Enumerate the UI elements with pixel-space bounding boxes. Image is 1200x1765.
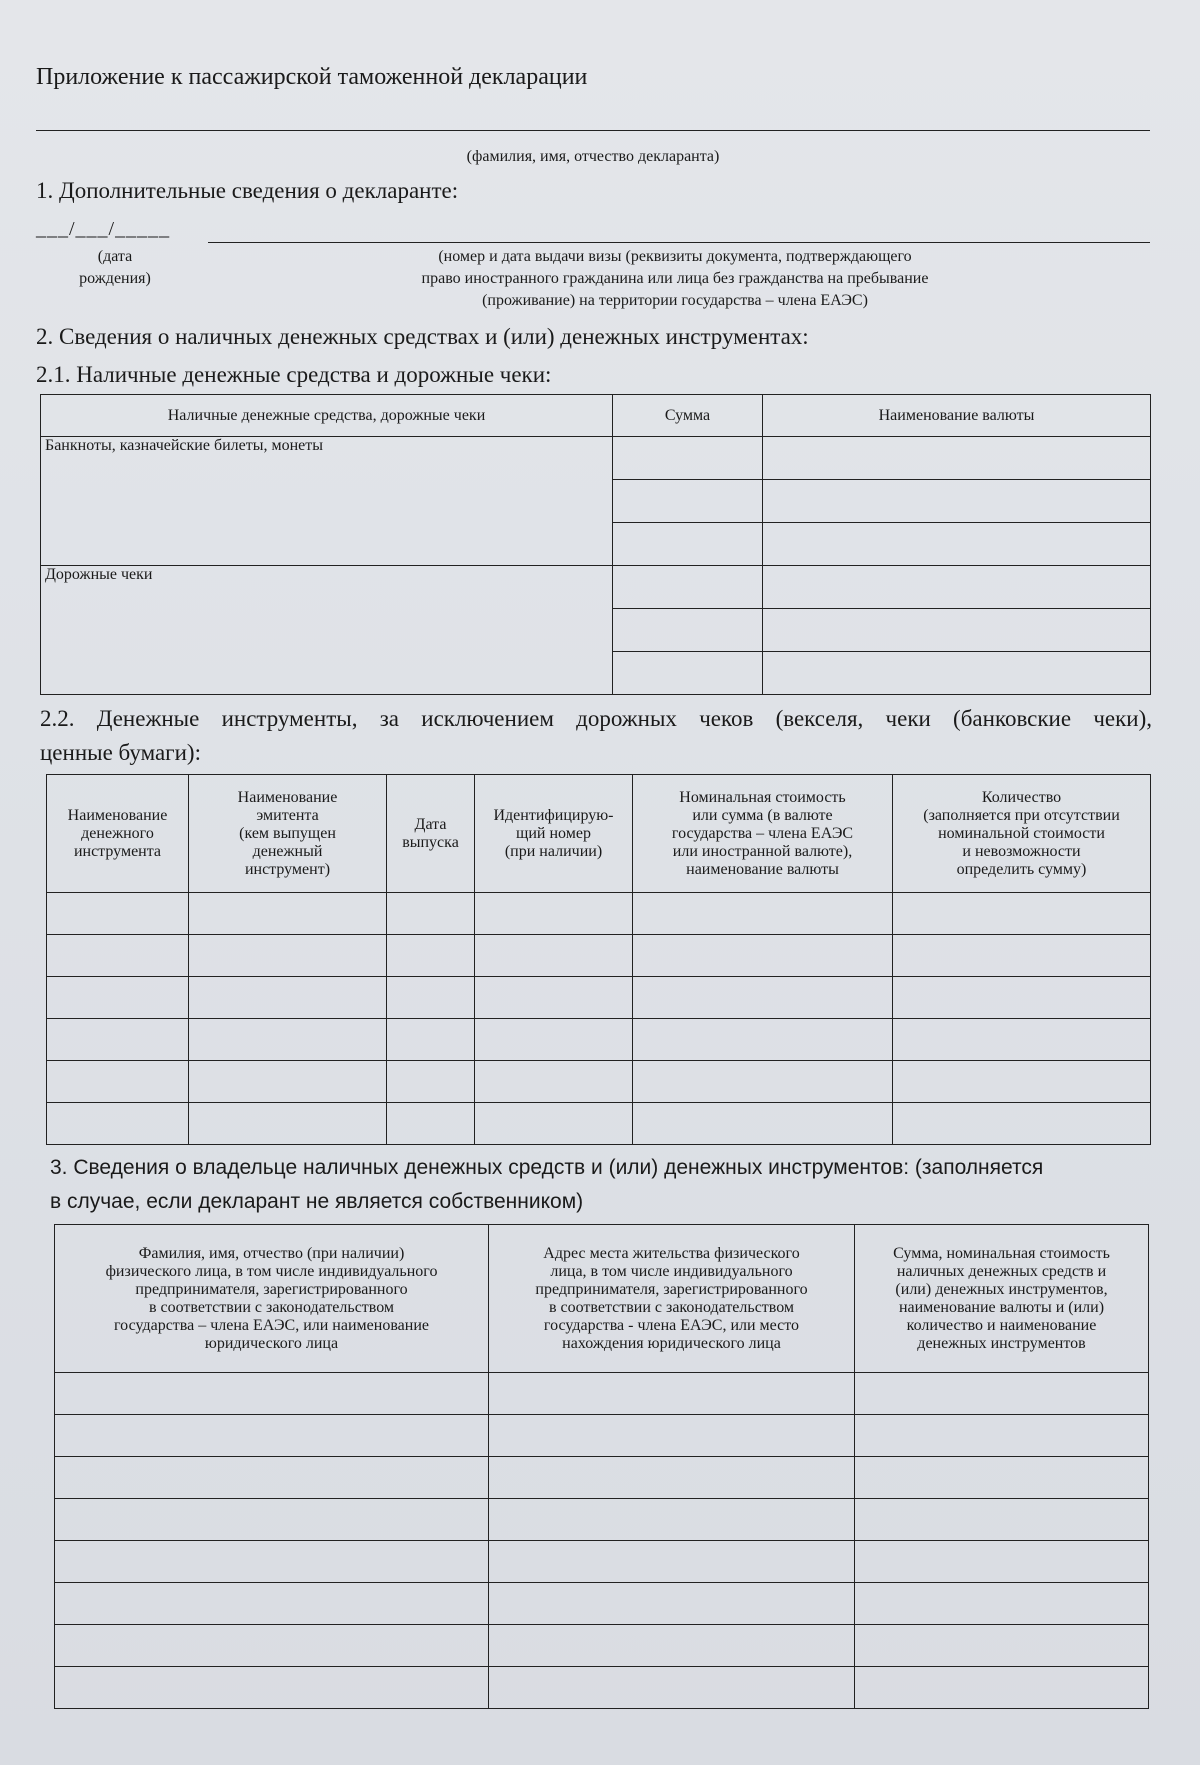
sum-col-header: Сумма	[613, 395, 763, 437]
table-cell[interactable]	[489, 1499, 855, 1541]
travel-cheques-row-label: Дорожные чеки	[41, 566, 613, 695]
document-title: Приложение к пассажирской таможенной декларации	[36, 64, 588, 90]
header-line: Номинальная стоимость	[679, 788, 846, 806]
visa-caption-line1: (номер и дата выдачи визы (реквизиты документа, подтверждающего	[438, 248, 912, 265]
header-line: и невозможности	[962, 842, 1081, 860]
table-cell[interactable]	[55, 1373, 489, 1415]
header-line: определить сумму)	[956, 860, 1087, 878]
header-line: эмитента	[256, 806, 319, 824]
table-cell[interactable]	[189, 977, 387, 1019]
table-cell[interactable]	[893, 977, 1151, 1019]
header-line: номинальной стоимости	[938, 824, 1105, 842]
table-cell[interactable]	[489, 1457, 855, 1499]
cash-table	[40, 394, 1151, 695]
issuer-header	[189, 775, 387, 893]
currency-col-header: Наименование валюты	[763, 395, 1151, 437]
header-line: Сумма, номинальная стоимость	[893, 1244, 1110, 1262]
header-line: физического лица, в том числе индивидуального	[105, 1262, 438, 1280]
header-line: Идентифицирую-	[493, 806, 614, 824]
table-cell[interactable]	[189, 935, 387, 977]
visa-line[interactable]	[208, 242, 1150, 243]
table-cell[interactable]	[47, 893, 189, 935]
header-line: денежный	[252, 842, 323, 860]
table-cell[interactable]	[189, 1061, 387, 1103]
banknotes-row-label: Банкноты, казначейские билеты, монеты	[41, 437, 613, 566]
table-cell[interactable]	[893, 893, 1151, 935]
header-line: Адрес места жительства физического	[543, 1244, 800, 1262]
header-line: (или) денежных инструментов,	[895, 1280, 1108, 1298]
table-cell[interactable]	[55, 1583, 489, 1625]
section3-heading-line1: 3. Сведения о владельце наличных денежных средств и (или) денежных инструментов: (заполняется	[50, 1156, 1044, 1179]
table-cell[interactable]	[387, 1019, 475, 1061]
table-cell[interactable]	[613, 437, 763, 480]
table-cell[interactable]	[475, 893, 633, 935]
header-line: или сумма (в валюте	[692, 806, 833, 824]
table-cell[interactable]	[633, 893, 893, 935]
table-cell[interactable]	[387, 935, 475, 977]
table-row	[55, 1499, 1149, 1541]
table-cell[interactable]	[763, 437, 1151, 480]
table-cell[interactable]	[633, 1103, 893, 1145]
header-line: (заполняется при отсутствии	[923, 806, 1120, 824]
header-line: инструмента	[73, 842, 162, 860]
header-line: государства – члена ЕАЭС	[671, 824, 854, 842]
header-line: инструмент)	[244, 860, 331, 878]
table-cell[interactable]	[855, 1415, 1149, 1457]
header-line: лица, в том числе индивидуального	[550, 1262, 793, 1280]
table-row	[47, 893, 1151, 935]
table-row	[55, 1625, 1149, 1667]
header-line: в соответствии с законодательством	[148, 1298, 395, 1316]
table-cell[interactable]	[489, 1625, 855, 1667]
id-number-header	[475, 775, 633, 893]
table-row	[55, 1415, 1149, 1457]
header-line: государства – члена ЕАЭС, или наименование	[114, 1316, 429, 1334]
table-cell[interactable]	[47, 1061, 189, 1103]
table-cell[interactable]	[55, 1667, 489, 1709]
section2-1-heading: 2.1. Наличные денежные средства и дорожные чеки:	[36, 362, 552, 387]
table-cell[interactable]	[763, 609, 1151, 652]
header-line: щий номер	[516, 824, 591, 842]
table-cell[interactable]	[387, 893, 475, 935]
header-line: (кем выпущен	[239, 824, 336, 842]
table-cell[interactable]	[489, 1373, 855, 1415]
header-line: Количество	[981, 788, 1062, 806]
table-cell[interactable]	[855, 1373, 1149, 1415]
section3-heading-line2: в случае, если декларант не является собственником)	[50, 1190, 584, 1213]
table-cell[interactable]	[633, 935, 893, 977]
header-line: предпринимателя, зарегистрированного	[135, 1280, 408, 1298]
section2-heading: 2. Сведения о наличных денежных средствах и (или) денежных инструментах:	[36, 324, 809, 349]
table-row	[47, 977, 1151, 1019]
table-cell[interactable]	[613, 480, 763, 523]
section2-2-heading-line1: 2.2. Денежные инструменты, за исключением дорожных чеков (векселя, чеки (банковские чеки),	[40, 706, 1152, 731]
table-row	[47, 935, 1151, 977]
header-line: наименование валюты	[686, 860, 839, 878]
birth-date-caption-line2: рождения)	[79, 270, 151, 287]
table-cell[interactable]	[55, 1541, 489, 1583]
owner-name-header	[55, 1225, 489, 1373]
table-cell[interactable]	[489, 1667, 855, 1709]
declarant-caption: (фамилия, имя, отчество декларанта)	[466, 148, 720, 165]
table-cell[interactable]	[189, 1103, 387, 1145]
table-cell[interactable]	[855, 1541, 1149, 1583]
table-cell[interactable]	[55, 1499, 489, 1541]
table-cell[interactable]	[55, 1625, 489, 1667]
table-cell[interactable]	[893, 1019, 1151, 1061]
header-line: Фамилия, имя, отчество (при наличии)	[138, 1244, 405, 1262]
table-row	[47, 1103, 1151, 1145]
table-cell[interactable]	[47, 977, 189, 1019]
table-cell[interactable]	[855, 1583, 1149, 1625]
table-row	[55, 1667, 1149, 1709]
header-line: Дата	[414, 815, 447, 833]
header-line: количество и наименование	[906, 1316, 1097, 1334]
table-cell[interactable]	[763, 480, 1151, 523]
table-cell[interactable]	[475, 1103, 633, 1145]
header-line: выпуска	[402, 833, 459, 851]
table-cell[interactable]	[387, 1061, 475, 1103]
table-row	[55, 1583, 1149, 1625]
section2-2-heading-line2: ценные бумаги):	[40, 740, 201, 765]
owner-table	[54, 1224, 1149, 1709]
instrument-name-header	[47, 775, 189, 893]
header-line: Наименование	[67, 806, 168, 824]
table-cell[interactable]	[893, 935, 1151, 977]
table-row	[47, 1061, 1151, 1103]
table-cell[interactable]	[613, 566, 763, 609]
table-cell[interactable]	[475, 935, 633, 977]
table-cell[interactable]	[855, 1499, 1149, 1541]
visa-caption-line3: (проживание) на территории государства – члена ЕАЭС)	[482, 292, 868, 309]
header-line: или иностранной валюте),	[672, 842, 853, 860]
table-cell[interactable]	[613, 523, 763, 566]
header-line: нахождения юридического лица	[562, 1334, 781, 1352]
header-line: государства - члена ЕАЭС, или место	[543, 1316, 800, 1334]
visa-caption-line2: право иностранного гражданина или лица без гражданства на пребывание	[421, 270, 929, 287]
nominal-value-header	[633, 775, 893, 893]
table-cell[interactable]	[47, 1019, 189, 1061]
header-line: (при наличии)	[504, 842, 603, 860]
table-cell[interactable]	[475, 1019, 633, 1061]
table-row	[55, 1541, 1149, 1583]
table-cell[interactable]	[613, 652, 763, 695]
table-row	[55, 1457, 1149, 1499]
instruments-table	[46, 774, 1151, 1145]
header-line: денежных инструментов	[917, 1334, 1086, 1352]
table-cell[interactable]	[763, 566, 1151, 609]
declarant-name-line[interactable]	[36, 130, 1150, 131]
table-cell[interactable]	[189, 893, 387, 935]
table-cell[interactable]	[763, 652, 1151, 695]
table-cell[interactable]	[387, 1103, 475, 1145]
table-row	[47, 1019, 1151, 1061]
issue-date-header	[387, 775, 475, 893]
header-line: наличных денежных средств и	[896, 1262, 1107, 1280]
table-cell[interactable]	[55, 1415, 489, 1457]
table-cell[interactable]	[47, 1103, 189, 1145]
table-cell[interactable]	[489, 1583, 855, 1625]
table-cell[interactable]	[633, 977, 893, 1019]
owner-address-header	[489, 1225, 855, 1373]
table-cell[interactable]	[893, 1103, 1151, 1145]
table-cell[interactable]	[855, 1667, 1149, 1709]
section1-heading: 1. Дополнительные сведения о декларанте:	[36, 178, 459, 203]
table-cell[interactable]	[475, 977, 633, 1019]
table-cell[interactable]	[55, 1457, 489, 1499]
birth-date-field[interactable]: ___/___/_____	[36, 218, 171, 240]
header-line: денежного	[81, 824, 154, 842]
table-cell[interactable]	[633, 1019, 893, 1061]
table-cell[interactable]	[475, 1061, 633, 1103]
table-cell[interactable]	[47, 935, 189, 977]
header-line: Наименование	[237, 788, 338, 806]
table-cell[interactable]	[893, 1061, 1151, 1103]
table-row	[55, 1373, 1149, 1415]
table-cell[interactable]	[633, 1061, 893, 1103]
header-line: предпринимателя, зарегистрированного	[535, 1280, 808, 1298]
table-cell[interactable]	[855, 1625, 1149, 1667]
table-cell[interactable]	[763, 523, 1151, 566]
header-line: юридического лица	[204, 1334, 339, 1352]
visa-caption	[330, 246, 1020, 312]
owner-amount-header	[855, 1225, 1149, 1373]
birth-date-caption	[60, 246, 170, 290]
table-cell[interactable]	[387, 977, 475, 1019]
table-cell[interactable]	[855, 1457, 1149, 1499]
cash-col-header: Наличные денежные средства, дорожные чеки	[41, 395, 613, 437]
table-cell[interactable]	[613, 609, 763, 652]
birth-date-caption-line1: (дата	[97, 248, 133, 265]
table-cell[interactable]	[489, 1541, 855, 1583]
header-line: в соответствии с законодательством	[548, 1298, 795, 1316]
table-cell[interactable]	[189, 1019, 387, 1061]
table-cell[interactable]	[489, 1415, 855, 1457]
header-line: наименование валюты и (или)	[898, 1298, 1105, 1316]
quantity-header	[893, 775, 1151, 893]
